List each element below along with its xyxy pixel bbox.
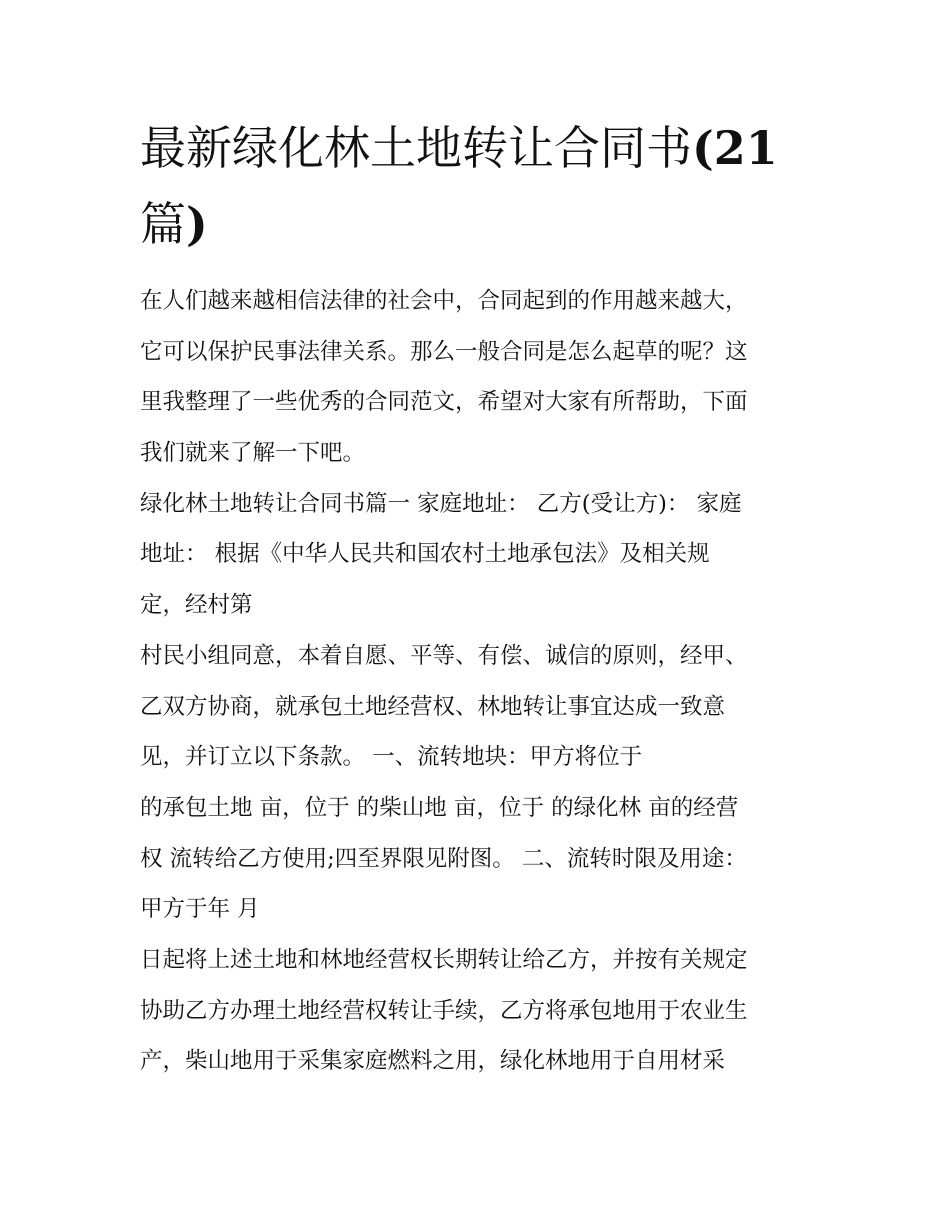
body-line: 在人们越来越相信法律的社会中，合同起到的作用越来越大， (140, 288, 748, 314)
body-line: 乙双方协商，就承包土地经营权、林地转让事宜达成一致意 (140, 693, 726, 720)
title-text: 最新绿化林土地转让合同书 (140, 121, 692, 175)
body-line: 我们就来了解一下吧。 (140, 440, 366, 467)
title-close-paren: ) (186, 197, 208, 251)
body-line: 产，柴山地用于采集家庭燃料之用，绿化林地用于自用材采 (140, 1048, 726, 1075)
body-line: 日起将上述土地和林地经营权长期转让给乙方，并按有关规定 (140, 946, 748, 973)
document-title (140, 110, 820, 262)
body-line: 里我整理了一些优秀的合同范文，希望对大家有所帮助，下面 (140, 389, 748, 416)
body-line: 定，经村第 (140, 592, 253, 619)
body-line: 甲方于年 月 (140, 896, 260, 923)
body-line: 地址： 根据《中华人民共和国农村土地承包法》及相关规 (140, 541, 710, 568)
document-body (140, 276, 820, 1087)
body-line: 绿化林土地转让合同书篇一 家庭地址： 乙方(受让方)： 家庭 (140, 490, 742, 517)
title-count: (21 (692, 121, 778, 175)
body-line: 权 流转给乙方使用;四至界限见附图。 二、流转时限及用途： (140, 845, 747, 872)
body-line: 的承包土地 亩，位于 的柴山地 亩，位于 的绿化林 亩的经营 (140, 794, 739, 821)
title-text-line2: 篇 (140, 197, 186, 251)
body-line: 它可以保护民事法律关系。那么一般合同是怎么起草的呢？这 (140, 338, 748, 365)
body-line: 协助乙方办理土地经营权转让手续，乙方将承包地用于农业生 (140, 997, 748, 1024)
body-line: 见，并订立以下条款。 一、流转地块：甲方将位于 (140, 744, 643, 771)
body-line: 村民小组同意，本着自愿、平等、有偿、诚信的原则，经甲、 (140, 642, 748, 669)
